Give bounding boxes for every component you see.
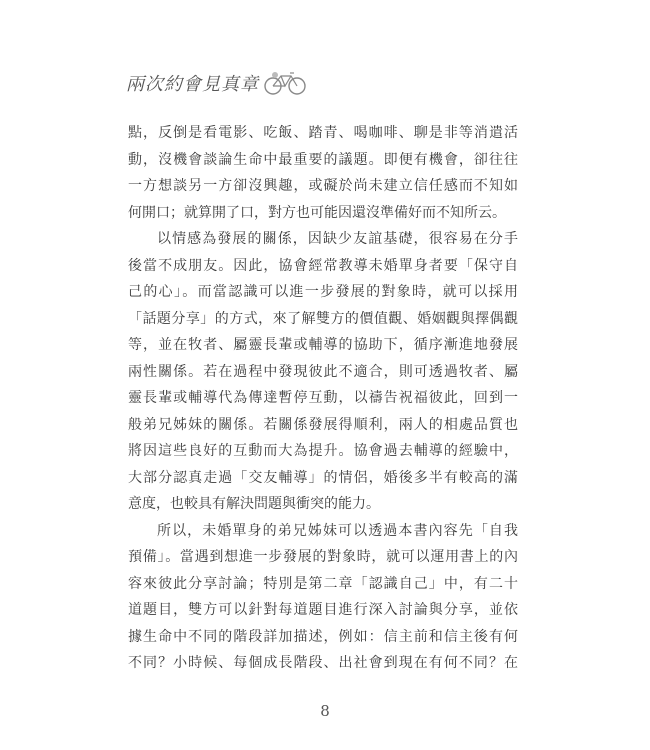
text-line: 「話題分享」的方式，來了解雙方的價值觀、婚姻觀與擇偶觀 [128,310,518,327]
text-line: 何開口；就算開了口，對方也可能因還沒準備好而不知所云。 [128,204,506,221]
text-line: 點，反倒是看電影、吃飯、踏青、喝咖啡、聊是非等消遣活 [128,125,518,141]
bicycle-icon [263,70,307,96]
paragraph [128,120,518,226]
text-line: 意度，也較具有解決問題與衝突的能力。 [128,496,380,512]
text-line: 一方想談另一方卻沒興趣，或礙於尚未建立信任感而不知如 [128,178,518,194]
text-line: 以情感為發展的關係，因缺少友誼基礎，很容易在分手 [157,231,518,247]
text-line: 大部分認真走過「交友輔導」的情侶，婚後多半有較高的滿 [128,469,518,486]
text-line: 據生命中不同的階段詳加描述，例如：信主前和信主後有何 [128,628,518,645]
page-number: 8 [320,702,330,720]
text-line: 所以，未婚單身的弟兄姊妹可以透過本書內容先「自我 [157,522,518,539]
text-line: 般弟兄姊妹的關係。若關係發展得順利，兩人的相處品質也 [128,416,518,433]
text-line: 後當不成朋友。因此，協會經常教導未婚單身者要「保守自 [128,257,518,274]
paragraph [128,226,518,518]
chapter-title: 兩次約會見真章 [126,74,259,95]
text-line: 靈長輩或輔導代為傳達暫停互動，以禱告祝福彼此，回到一 [128,390,518,406]
text-line: 等，並在牧者、屬靈長輩或輔導的協助下，循序漸進地發展 [128,337,518,353]
text-line: 預備」。當遇到想進一步發展的對象時，就可以運用書上的內 [128,549,518,565]
running-header [126,70,307,96]
text-line: 己的心」。而當認識可以進一步發展的對象時，就可以採用 [128,284,518,300]
text-line: 動，沒機會談論生命中最重要的議題。即便有機會，卻往往 [128,151,518,168]
body-text [128,120,518,677]
text-line: 將因這些良好的互動而大為提升。協會過去輔導的經驗中， [128,443,518,459]
paragraph [128,518,518,677]
text-line: 不同？小時候、每個成長階段、出社會到現在有何不同？在 [128,655,518,671]
text-line: 道題目，雙方可以針對每道題目進行深入討論與分享，並依 [128,602,518,618]
text-line: 兩性關係。若在過程中發現彼此不適合，則可透過牧者、屬 [128,363,518,380]
text-line: 容來彼此分享討論；特別是第二章「認識自己」中，有二十 [128,575,518,592]
